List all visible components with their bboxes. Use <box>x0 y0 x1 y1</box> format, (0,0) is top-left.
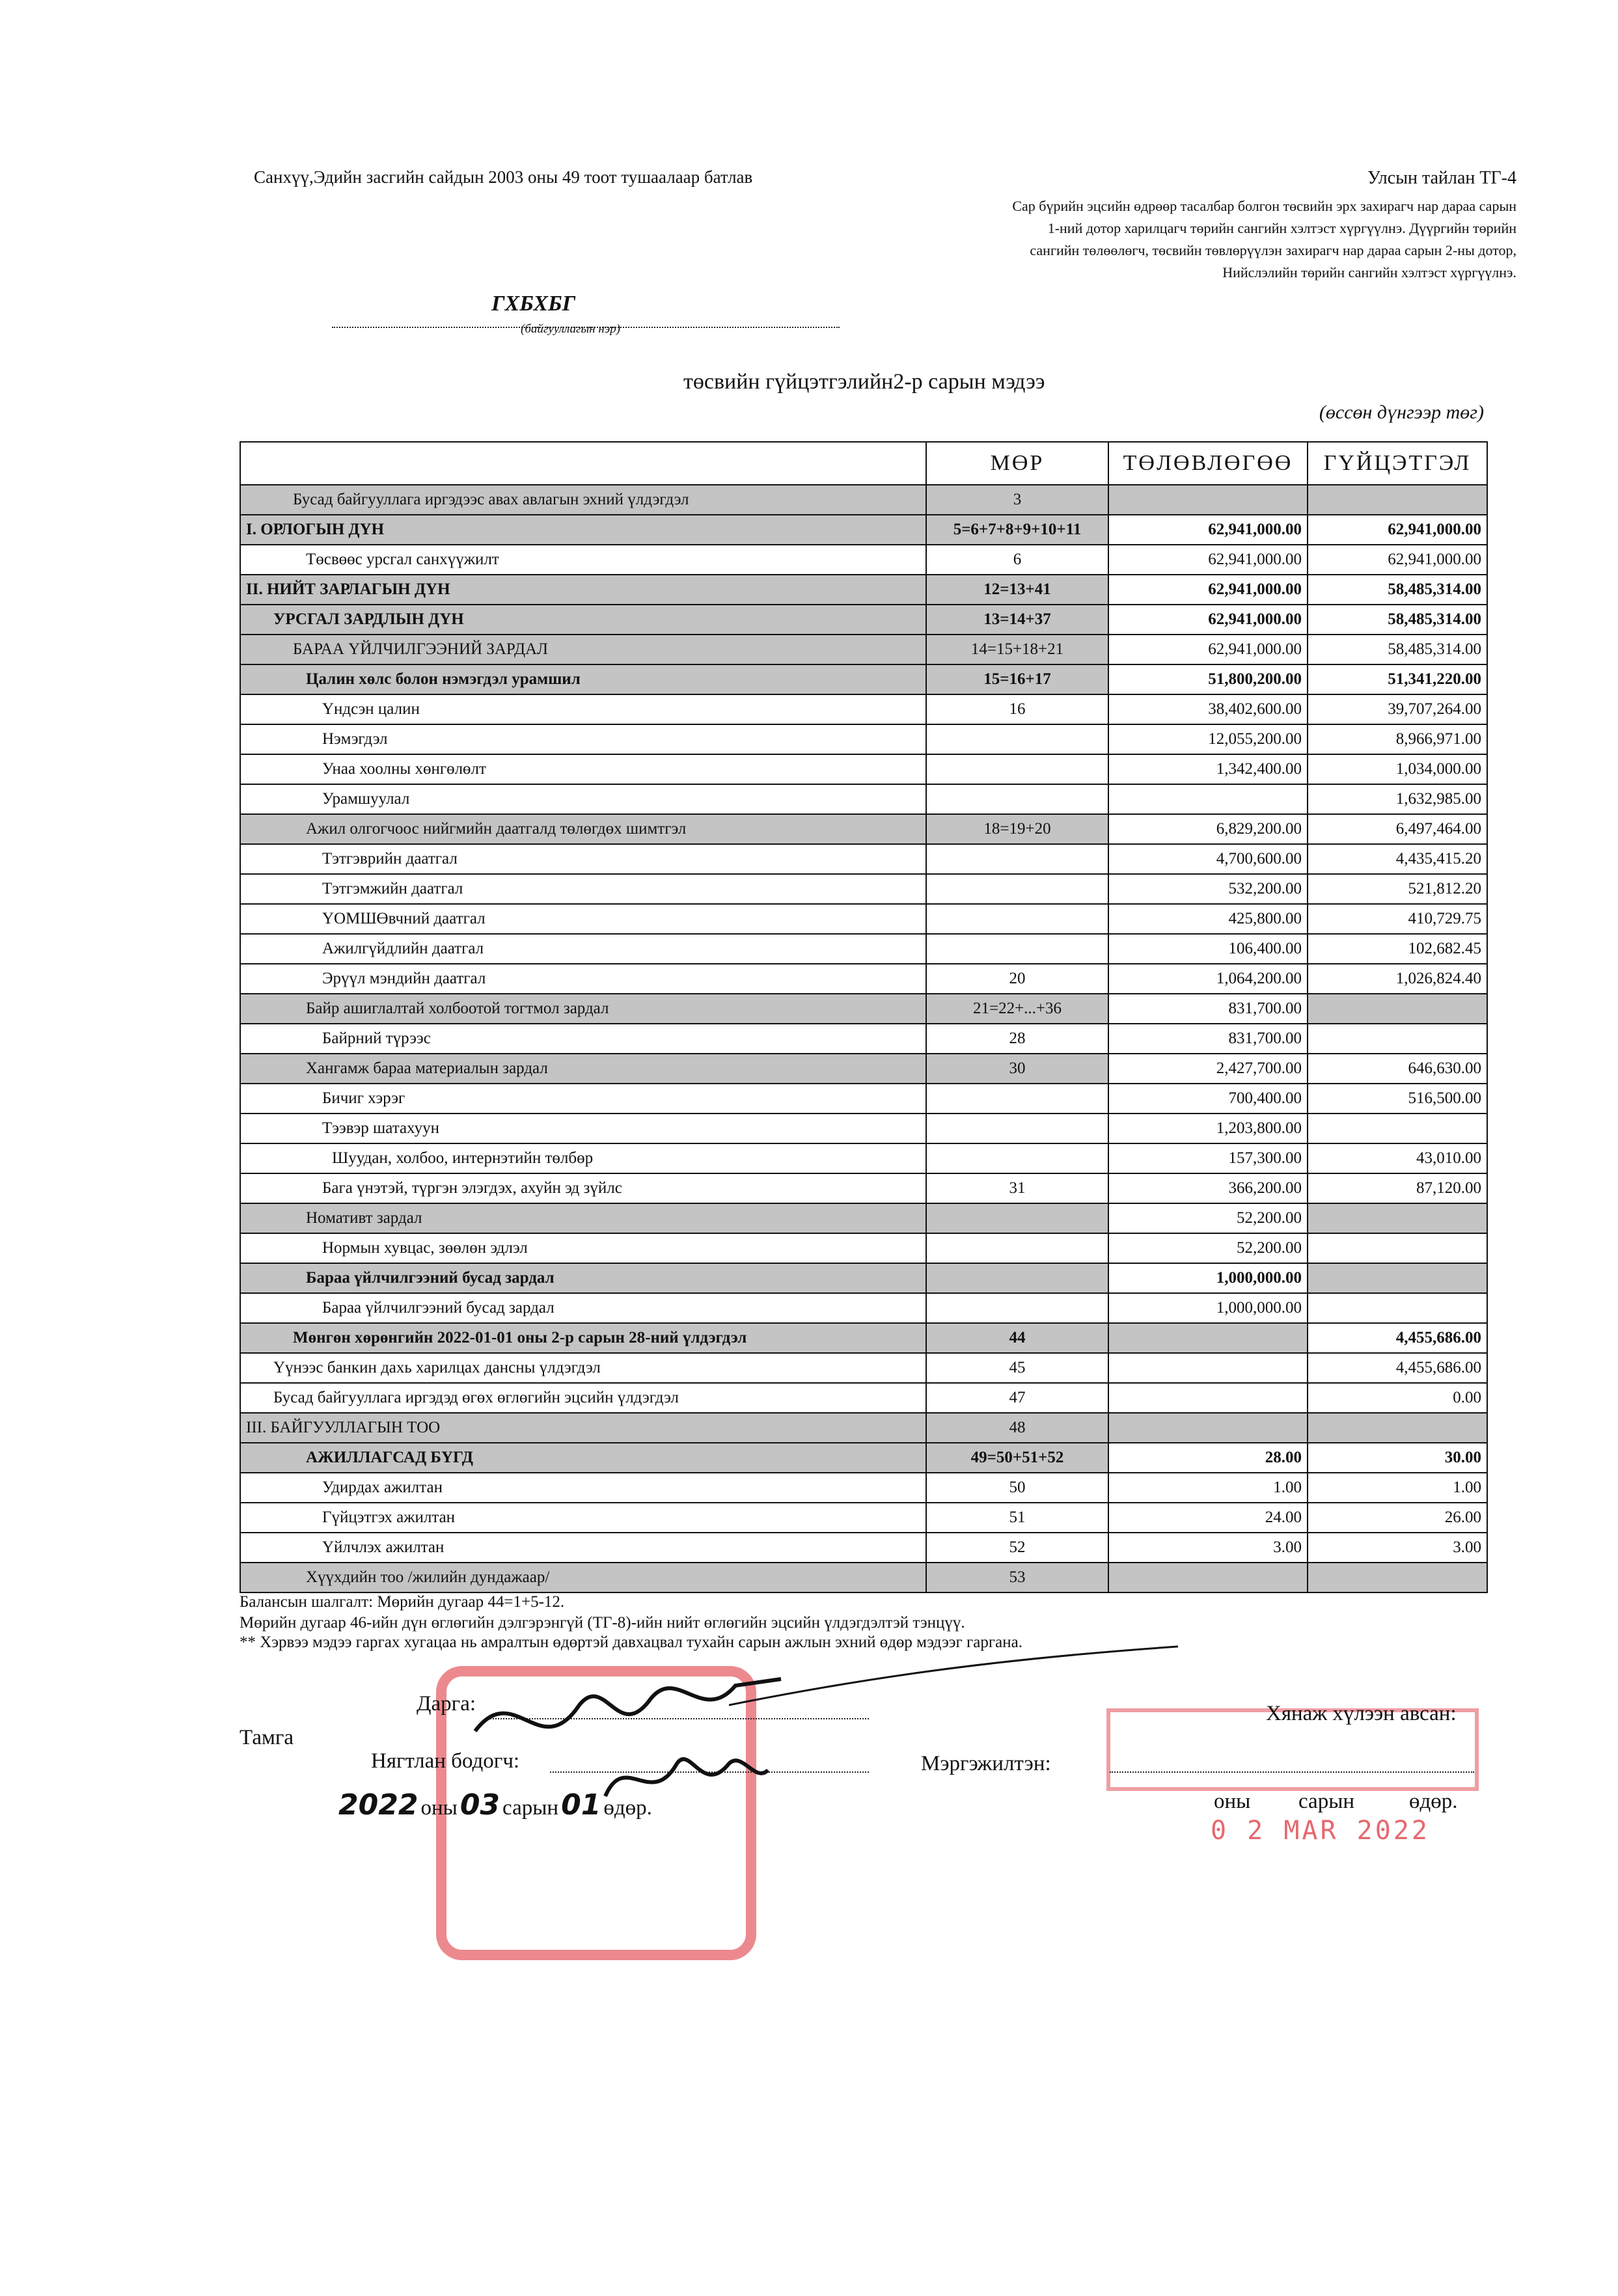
table-row <box>240 515 1487 545</box>
submission-note-line: Сар бүрийн эцсийн өдрөөр тасалбар болгон төсвийн эрх захирагч нар дараа сарын <box>1012 198 1516 214</box>
row-label: Хангамж бараа материалын зардал <box>240 1054 926 1084</box>
table-row <box>240 904 1487 934</box>
row-label: Бага үнэтэй, түргэн элэгдэх, ахуйн эд зүйлс <box>240 1173 926 1203</box>
approval-text: Санхүү,Эдийн засгийн сайдын 2003 оны 49 тоот тушаалаар батлав <box>254 167 753 187</box>
plan-value: 51,800,200.00 <box>1108 664 1308 694</box>
sign-date-month: 03 <box>459 1788 500 1822</box>
row-label: Бусад байгууллага иргэдэд өгөх өглөгийн эцсийн үлдэгдэл <box>240 1383 926 1413</box>
actual-value: 30.00 <box>1308 1443 1487 1473</box>
plan-value: 38,402,600.00 <box>1108 694 1308 724</box>
table-row <box>240 1443 1487 1473</box>
table-row <box>240 635 1487 664</box>
row-number <box>926 754 1108 784</box>
actual-value: 51,341,220.00 <box>1308 664 1487 694</box>
actual-value: 62,941,000.00 <box>1308 515 1487 545</box>
actual-value <box>1308 1563 1487 1592</box>
plan-value: 62,941,000.00 <box>1108 605 1308 635</box>
row-number <box>926 1233 1108 1263</box>
submission-note-line: Нийслэлийн төрийн сангийн хэлтэст хүргүүлнэ. <box>1222 264 1516 280</box>
header-row-number: МӨР <box>926 442 1108 485</box>
row-label: III. БАЙГУУЛЛАГЫН ТОО <box>240 1413 926 1443</box>
plan-value <box>1108 1383 1308 1413</box>
submission-note <box>866 195 1516 284</box>
actual-value: 26.00 <box>1308 1503 1487 1533</box>
row-label: Гүйцэтгэх ажилтан <box>240 1503 926 1533</box>
plan-value: 62,941,000.00 <box>1108 515 1308 545</box>
plan-value: 831,700.00 <box>1108 994 1308 1024</box>
actual-value: 646,630.00 <box>1308 1054 1487 1084</box>
submission-note-line: 1-ний дотор харилцагч төрийн сангийн хэлтэст хүргүүлнэ. Дүүргийн төрийн <box>1047 220 1516 236</box>
row-number: 51 <box>926 1503 1108 1533</box>
plan-value <box>1108 1413 1308 1443</box>
row-number: 53 <box>926 1563 1108 1592</box>
plan-value <box>1108 784 1308 814</box>
row-number <box>926 904 1108 934</box>
row-label: Үүнээс банкин дахь харилцах дансны үлдэгдэл <box>240 1353 926 1383</box>
table-row <box>240 575 1487 605</box>
table-row <box>240 1054 1487 1084</box>
sign-date-month-label: сарын <box>502 1796 559 1820</box>
row-number: 20 <box>926 964 1108 994</box>
table-row <box>240 1143 1487 1173</box>
row-label: Үндсэн цалин <box>240 694 926 724</box>
row-number: 52 <box>926 1533 1108 1563</box>
table-row <box>240 1353 1487 1383</box>
row-number: 6 <box>926 545 1108 575</box>
plan-value: 157,300.00 <box>1108 1143 1308 1173</box>
actual-value <box>1308 485 1487 515</box>
actual-value: 58,485,314.00 <box>1308 605 1487 635</box>
row-label: АЖИЛЛАГСАД БҮГД <box>240 1443 926 1473</box>
row-label: Цалин хөлс болон нэмэгдэл урамшил <box>240 664 926 694</box>
table-row <box>240 1114 1487 1143</box>
row-number: 3 <box>926 485 1108 515</box>
actual-value: 410,729.75 <box>1308 904 1487 934</box>
plan-value: 2,427,700.00 <box>1108 1054 1308 1084</box>
actual-value: 58,485,314.00 <box>1308 635 1487 664</box>
actual-value: 1,026,824.40 <box>1308 964 1487 994</box>
actual-value <box>1308 1413 1487 1443</box>
row-number: 49=50+51+52 <box>926 1443 1108 1473</box>
row-label: Байр ашиглалтай холбоотой тогтмол зардал <box>240 994 926 1024</box>
table-row <box>240 844 1487 874</box>
plan-value: 1,000,000.00 <box>1108 1263 1308 1293</box>
plan-value: 831,700.00 <box>1108 1024 1308 1054</box>
seal-label: Тамга <box>240 1726 294 1749</box>
row-number <box>926 1084 1108 1114</box>
row-number: 14=15+18+21 <box>926 635 1108 664</box>
actual-value: 1,632,985.00 <box>1308 784 1487 814</box>
long-signature-stroke <box>729 1640 1185 1718</box>
actual-value: 6,497,464.00 <box>1308 814 1487 844</box>
row-label: Нэмэгдэл <box>240 724 926 754</box>
plan-value: 700,400.00 <box>1108 1084 1308 1114</box>
table-row <box>240 964 1487 994</box>
plan-value <box>1108 1563 1308 1592</box>
plan-value: 425,800.00 <box>1108 904 1308 934</box>
plan-value <box>1108 1323 1308 1353</box>
table-row <box>240 874 1487 904</box>
table-row <box>240 1024 1487 1054</box>
table-row <box>240 485 1487 515</box>
row-number <box>926 844 1108 874</box>
plan-value: 62,941,000.00 <box>1108 635 1308 664</box>
sign-date <box>338 1788 652 1822</box>
table-row <box>240 664 1487 694</box>
row-number: 28 <box>926 1024 1108 1054</box>
actual-value: 39,707,264.00 <box>1308 694 1487 724</box>
row-number: 18=19+20 <box>926 814 1108 844</box>
plan-value: 6,829,200.00 <box>1108 814 1308 844</box>
row-number: 13=14+37 <box>926 605 1108 635</box>
row-label: Тэтгэмжийн даатгал <box>240 874 926 904</box>
actual-value: 1,034,000.00 <box>1308 754 1487 784</box>
plan-value: 106,400.00 <box>1108 934 1308 964</box>
plan-value: 62,941,000.00 <box>1108 545 1308 575</box>
row-number: 16 <box>926 694 1108 724</box>
row-number: 30 <box>926 1054 1108 1084</box>
plan-value: 4,700,600.00 <box>1108 844 1308 874</box>
actual-value <box>1308 1293 1487 1323</box>
row-label: Нормын хувцас, зөөлөн эдлэл <box>240 1233 926 1263</box>
row-number: 5=6+7+8+9+10+11 <box>926 515 1108 545</box>
actual-value: 102,682.45 <box>1308 934 1487 964</box>
currency-note: (өссөн дүнгээр төг) <box>1319 402 1484 423</box>
plan-value: 1,342,400.00 <box>1108 754 1308 784</box>
row-number <box>926 934 1108 964</box>
actual-value: 4,455,686.00 <box>1308 1323 1487 1353</box>
plan-value: 62,941,000.00 <box>1108 575 1308 605</box>
sign-date-year: 2022 <box>338 1788 418 1822</box>
row-label: Мөнгөн хөрөнгийн 2022-01-01 оны 2-р сарын 28-ний үлдэгдэл <box>240 1323 926 1353</box>
actual-value <box>1308 1203 1487 1233</box>
row-number: 50 <box>926 1473 1108 1503</box>
director-label: Дарга: <box>417 1692 476 1715</box>
row-label: Үйлчлэх ажилтан <box>240 1533 926 1563</box>
actual-value: 62,941,000.00 <box>1308 545 1487 575</box>
actual-value: 516,500.00 <box>1308 1084 1487 1114</box>
header-label <box>240 442 926 485</box>
table-row <box>240 1084 1487 1114</box>
row-label: Номативт зардал <box>240 1203 926 1233</box>
table-row <box>240 814 1487 844</box>
actual-value <box>1308 1024 1487 1054</box>
table-row <box>240 784 1487 814</box>
plan-value: 12,055,200.00 <box>1108 724 1308 754</box>
row-label: Төсвөөс урсгал санхүүжилт <box>240 545 926 575</box>
table-row <box>240 545 1487 575</box>
row-label: УРСГАЛ ЗАРДЛЫН ДҮН <box>240 605 926 635</box>
table-row <box>240 1293 1487 1323</box>
row-label: ҮОМШӨвчний даатгал <box>240 904 926 934</box>
row-label: Байрний түрээс <box>240 1024 926 1054</box>
received-date-stamp: 0 2 MAR 2022 <box>1211 1816 1430 1846</box>
header-plan: ТӨЛӨВЛӨГӨӨ <box>1108 442 1308 485</box>
accountant-label: Нягтлан бодогч: <box>371 1749 520 1773</box>
specialist-label: Мэргэжилтэн: <box>921 1752 1051 1775</box>
row-label: Ажилгүйдлийн даатгал <box>240 934 926 964</box>
plan-value: 52,200.00 <box>1108 1233 1308 1263</box>
plan-value: 532,200.00 <box>1108 874 1308 904</box>
row-number <box>926 1114 1108 1143</box>
table-row <box>240 694 1487 724</box>
actual-value: 0.00 <box>1308 1383 1487 1413</box>
actual-value: 4,455,686.00 <box>1308 1353 1487 1383</box>
row-number <box>926 1203 1108 1233</box>
plan-value: 52,200.00 <box>1108 1203 1308 1233</box>
row-label: Бараа үйлчилгээний бусад зардал <box>240 1263 926 1293</box>
row-label: Бичиг хэрэг <box>240 1084 926 1114</box>
row-label: БАРАА ҮЙЛЧИЛГЭЭНИЙ ЗАРДАЛ <box>240 635 926 664</box>
actual-value: 521,812.20 <box>1308 874 1487 904</box>
row-number: 15=16+17 <box>926 664 1108 694</box>
actual-value <box>1308 994 1487 1024</box>
actual-value: 4,435,415.20 <box>1308 844 1487 874</box>
plan-value <box>1108 1353 1308 1383</box>
row-number: 48 <box>926 1413 1108 1443</box>
table-row <box>240 1323 1487 1353</box>
actual-value: 8,966,971.00 <box>1308 724 1487 754</box>
table-row <box>240 1203 1487 1233</box>
table-row <box>240 1173 1487 1203</box>
row-label: Эрүүл мэндийн даатгал <box>240 964 926 994</box>
review-date-month-label: сарын <box>1298 1790 1355 1813</box>
table-row <box>240 724 1487 754</box>
table-row <box>240 1563 1487 1592</box>
row-label: Урамшуулал <box>240 784 926 814</box>
row-label: Бараа үйлчилгээний бусад зардал <box>240 1293 926 1323</box>
row-number: 44 <box>926 1323 1108 1353</box>
row-label: Унаа хоолны хөнгөлөлт <box>240 754 926 784</box>
plan-value: 1.00 <box>1108 1473 1308 1503</box>
actual-value: 58,485,314.00 <box>1308 575 1487 605</box>
row-number: 12=13+41 <box>926 575 1108 605</box>
row-number <box>926 874 1108 904</box>
table-row <box>240 1413 1487 1443</box>
row-number <box>926 1263 1108 1293</box>
table-row <box>240 1233 1487 1263</box>
actual-value <box>1308 1233 1487 1263</box>
actual-value: 1.00 <box>1308 1473 1487 1503</box>
actual-value <box>1308 1114 1487 1143</box>
report-code: Улсын тайлан ТГ-4 <box>1367 168 1516 188</box>
row-number: 21=22+...+36 <box>926 994 1108 1024</box>
plan-value: 1,064,200.00 <box>1108 964 1308 994</box>
payables-note: Мөрийн дугаар 46-ийн дүн өглөгийн дэлгэрэнгүй (ТГ-8)-ийн нийт өглөгийн эцсийн үлдэгдэлтэй тэнцүү. <box>240 1614 965 1632</box>
row-label: Бусад байгууллага иргэдээс авах авлагын эхний үлдэгдэл <box>240 485 926 515</box>
row-label: Удирдах ажилтан <box>240 1473 926 1503</box>
sign-date-day-label: өдөр. <box>603 1796 652 1820</box>
table-body <box>240 485 1487 1592</box>
row-label: Ажил олгогчоос нийгмийн даатгалд төлөгдөх шимтгэл <box>240 814 926 844</box>
row-number: 47 <box>926 1383 1108 1413</box>
actual-value <box>1308 1263 1487 1293</box>
row-number <box>926 784 1108 814</box>
review-date-day-label: өдөр. <box>1409 1790 1458 1813</box>
submission-note-line: сангийн төлөөлөгч, төсвийн төвлөрүүлэн захирагч нар дараа сарын 2-ны дотор, <box>1030 242 1516 258</box>
row-label: Хүүхдийн тоо /жилийн дундажаар/ <box>240 1563 926 1592</box>
row-number <box>926 1143 1108 1173</box>
row-number <box>926 1293 1108 1323</box>
org-name: ГХБХБГ <box>491 292 576 316</box>
row-number <box>926 724 1108 754</box>
sign-date-year-label: оны <box>420 1796 458 1820</box>
plan-value: 28.00 <box>1108 1443 1308 1473</box>
actual-value: 43,010.00 <box>1308 1143 1487 1173</box>
actual-value: 3.00 <box>1308 1533 1487 1563</box>
plan-value: 366,200.00 <box>1108 1173 1308 1203</box>
table-row <box>240 1473 1487 1503</box>
review-date-year-label: оны <box>1214 1790 1251 1813</box>
plan-value <box>1108 485 1308 515</box>
sign-date-day: 01 <box>561 1788 601 1822</box>
plan-value: 1,000,000.00 <box>1108 1293 1308 1323</box>
balance-check-note: Балансын шалгалт: Мөрийн дугаар 44=1+5-12. <box>240 1593 565 1611</box>
table-row <box>240 994 1487 1024</box>
org-caption: (байгууллагын нэр) <box>521 322 621 336</box>
document-title: төсвийн гүйцэтгэлийн2-р сарын мэдээ <box>683 370 1045 394</box>
table-row <box>240 605 1487 635</box>
actual-value: 87,120.00 <box>1308 1173 1487 1203</box>
deadline-note: ** Хэрвээ мэдээ гаргах хугацаа нь амралтын өдөртэй давхацвал тухайн сарын ажлын эхний өдөр мэдээг гаргана. <box>240 1633 1022 1651</box>
plan-value: 3.00 <box>1108 1533 1308 1563</box>
row-number: 31 <box>926 1173 1108 1203</box>
row-label: II. НИЙТ ЗАРЛАГЫН ДҮН <box>240 575 926 605</box>
header-actual: ГҮЙЦЭТГЭЛ <box>1308 442 1487 485</box>
row-number: 45 <box>926 1353 1108 1383</box>
table-row <box>240 1263 1487 1293</box>
reviewed-label: Хянаж хүлээн авсан: <box>1266 1702 1457 1725</box>
table-row <box>240 754 1487 784</box>
table-row <box>240 1383 1487 1413</box>
table-header-row <box>240 442 1487 485</box>
table-row <box>240 934 1487 964</box>
specialist-signature-line <box>1110 1765 1474 1773</box>
row-label: Тэтгэврийн даатгал <box>240 844 926 874</box>
plan-value: 24.00 <box>1108 1503 1308 1533</box>
row-label: Тээвэр шатахуун <box>240 1114 926 1143</box>
budget-table <box>240 441 1488 1593</box>
plan-value: 1,203,800.00 <box>1108 1114 1308 1143</box>
table-row <box>240 1533 1487 1563</box>
table-row <box>240 1503 1487 1533</box>
row-label: I. ОРЛОГЫН ДҮН <box>240 515 926 545</box>
row-label: Шуудан, холбоо, интернэтийн төлбөр <box>240 1143 926 1173</box>
